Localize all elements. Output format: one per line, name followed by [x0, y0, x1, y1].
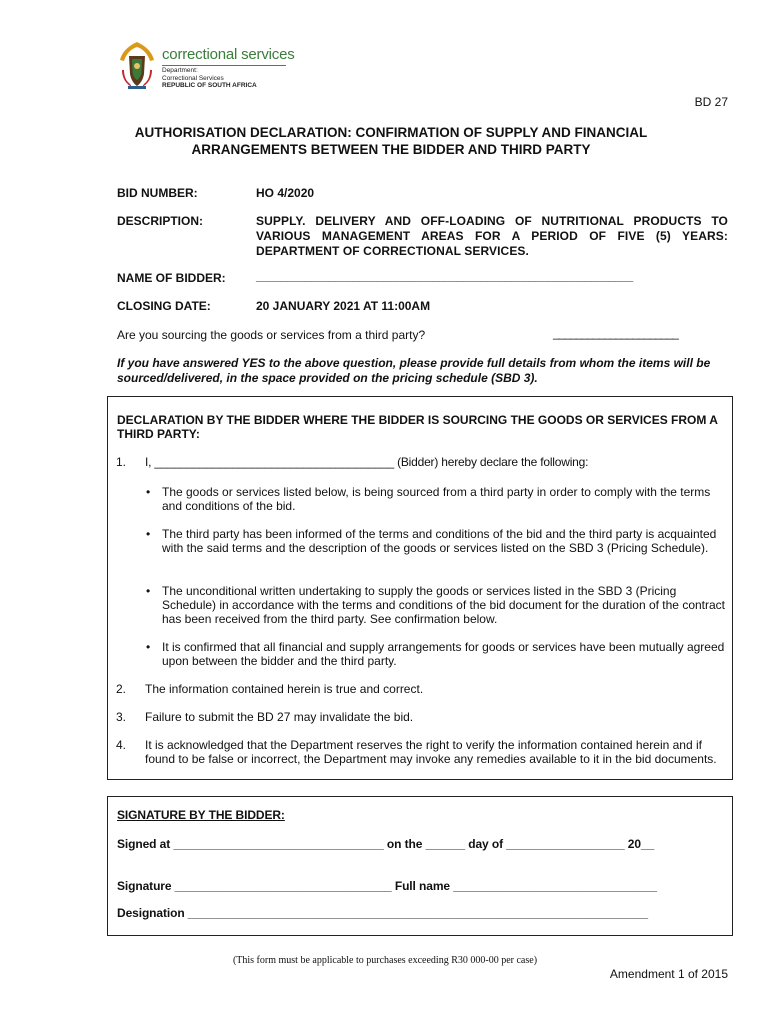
- item-3-number: 3.: [116, 710, 127, 724]
- bid-number-value: HO 4/2020: [256, 186, 315, 200]
- item-4-number: 4.: [116, 738, 127, 752]
- brand-divider: [162, 65, 286, 66]
- item-2-number: 2.: [116, 682, 127, 696]
- title-line-1: AUTHORISATION DECLARATION: CONFIRMATION OF SUPPLY AND FINANCIAL: [134, 125, 648, 140]
- item-1-number: 1.: [116, 455, 127, 469]
- description-label: DESCRIPTION:: [117, 214, 204, 228]
- closing-date-value: 20 JANUARY 2021 AT 11:00AM: [256, 299, 431, 313]
- item-3-text: Failure to submit the BD 27 may invalidate the bid.: [145, 710, 414, 724]
- bullet-4-mark: •: [146, 640, 151, 654]
- description-value: SUPPLY. DELIVERY AND OFF-LOADING OF NUTRITIONAL PRODUCTS TO VARIOUS MANAGEMENT AREAS FOR A PERIOD OF FIVE (5) YEARS: DEPARTMENT OF CORRECTIONAL SERVICES.: [256, 214, 728, 258]
- brand-subtitle: [162, 67, 257, 90]
- brand-line-1: Department:: [162, 67, 198, 74]
- page-title: [60, 124, 722, 158]
- third-party-question: Are you sourcing the goods or services from a third party?: [117, 328, 426, 342]
- bullet-3-mark: •: [146, 584, 151, 598]
- bullet-1-mark: •: [146, 485, 151, 499]
- department-logo: [116, 40, 296, 92]
- item-4-text: It is acknowledged that the Department reserves the right to verify the information contained herein and if found to be false or incorrect, the Department may invoke any remedies available to it in the bid documents.: [145, 738, 717, 766]
- closing-date-label: CLOSING DATE:: [117, 299, 211, 313]
- bidder-name-field[interactable]: ______________________________________________________________: [256, 269, 633, 283]
- bullet-3-text: The unconditional written undertaking to supply the goods or services listed in the SBD 3 (Pricing Schedule) in accordance with the terms and conditions of the bid document for the duration of the contract has been received from the third party. See confirmation below.: [162, 584, 725, 626]
- signed-at-line[interactable]: Signed at ________________________________ on the ______ day of __________________ 20__: [117, 837, 655, 851]
- bidder-name-label: NAME OF BIDDER:: [117, 271, 226, 285]
- declaration-heading: DECLARATION BY THE BIDDER WHERE THE BIDDER IS SOURCING THE GOODS OR SERVICES FROM A THIRD PARTY:: [117, 413, 718, 441]
- bid-number-label: BID NUMBER:: [117, 186, 198, 200]
- bullet-4-text: It is confirmed that all financial and supply arrangements for goods or services have been mutually agreed upon between the bidder and the third party.: [162, 640, 725, 668]
- brand-name: correctional services: [162, 46, 295, 63]
- bullet-2-text: The third party has been informed of the terms and conditions of the bid and the third party is acquainted with the said terms and the description of the goods or services listed on the SBD 3 (Pricing Schedule).: [162, 527, 717, 555]
- instruction-text: If you have answered YES to the above question, please provide full details from whom the items will be sourced/delivered, in the space provided on the pricing schedule (SBD 3).: [117, 356, 711, 385]
- brand-line-2: Correctional Services: [162, 74, 224, 82]
- form-code: BD 27: [694, 95, 728, 109]
- designation-line[interactable]: Designation ______________________________________________________________________: [117, 906, 648, 920]
- bullet-1-text: The goods or services listed below, is being sourced from a third party in order to comply with the terms and conditions of the bid.: [162, 485, 711, 513]
- coat-of-arms-icon: [116, 40, 158, 90]
- footer-note: (This form must be applicable to purchases exceeding R30 000-00 per case): [232, 955, 538, 966]
- amendment-note: Amendment 1 of 2015: [609, 967, 728, 981]
- signature-heading: SIGNATURE BY THE BIDDER:: [117, 808, 285, 822]
- item-2-text: The information contained herein is true and correct.: [145, 682, 424, 696]
- third-party-answer-field[interactable]: ______________________: [553, 326, 678, 340]
- bullet-2-mark: •: [146, 527, 151, 541]
- signature-line[interactable]: Signature _________________________________ Full name _______________________________: [117, 879, 657, 893]
- title-line-2: ARRANGEMENTS BETWEEN THE BIDDER AND THIRD PARTY: [191, 142, 591, 157]
- brand-line-3: REPUBLIC OF SOUTH AFRICA: [162, 82, 257, 89]
- item-1-text: I, _____________________________________ (Bidder) hereby declare the following:: [145, 455, 589, 469]
